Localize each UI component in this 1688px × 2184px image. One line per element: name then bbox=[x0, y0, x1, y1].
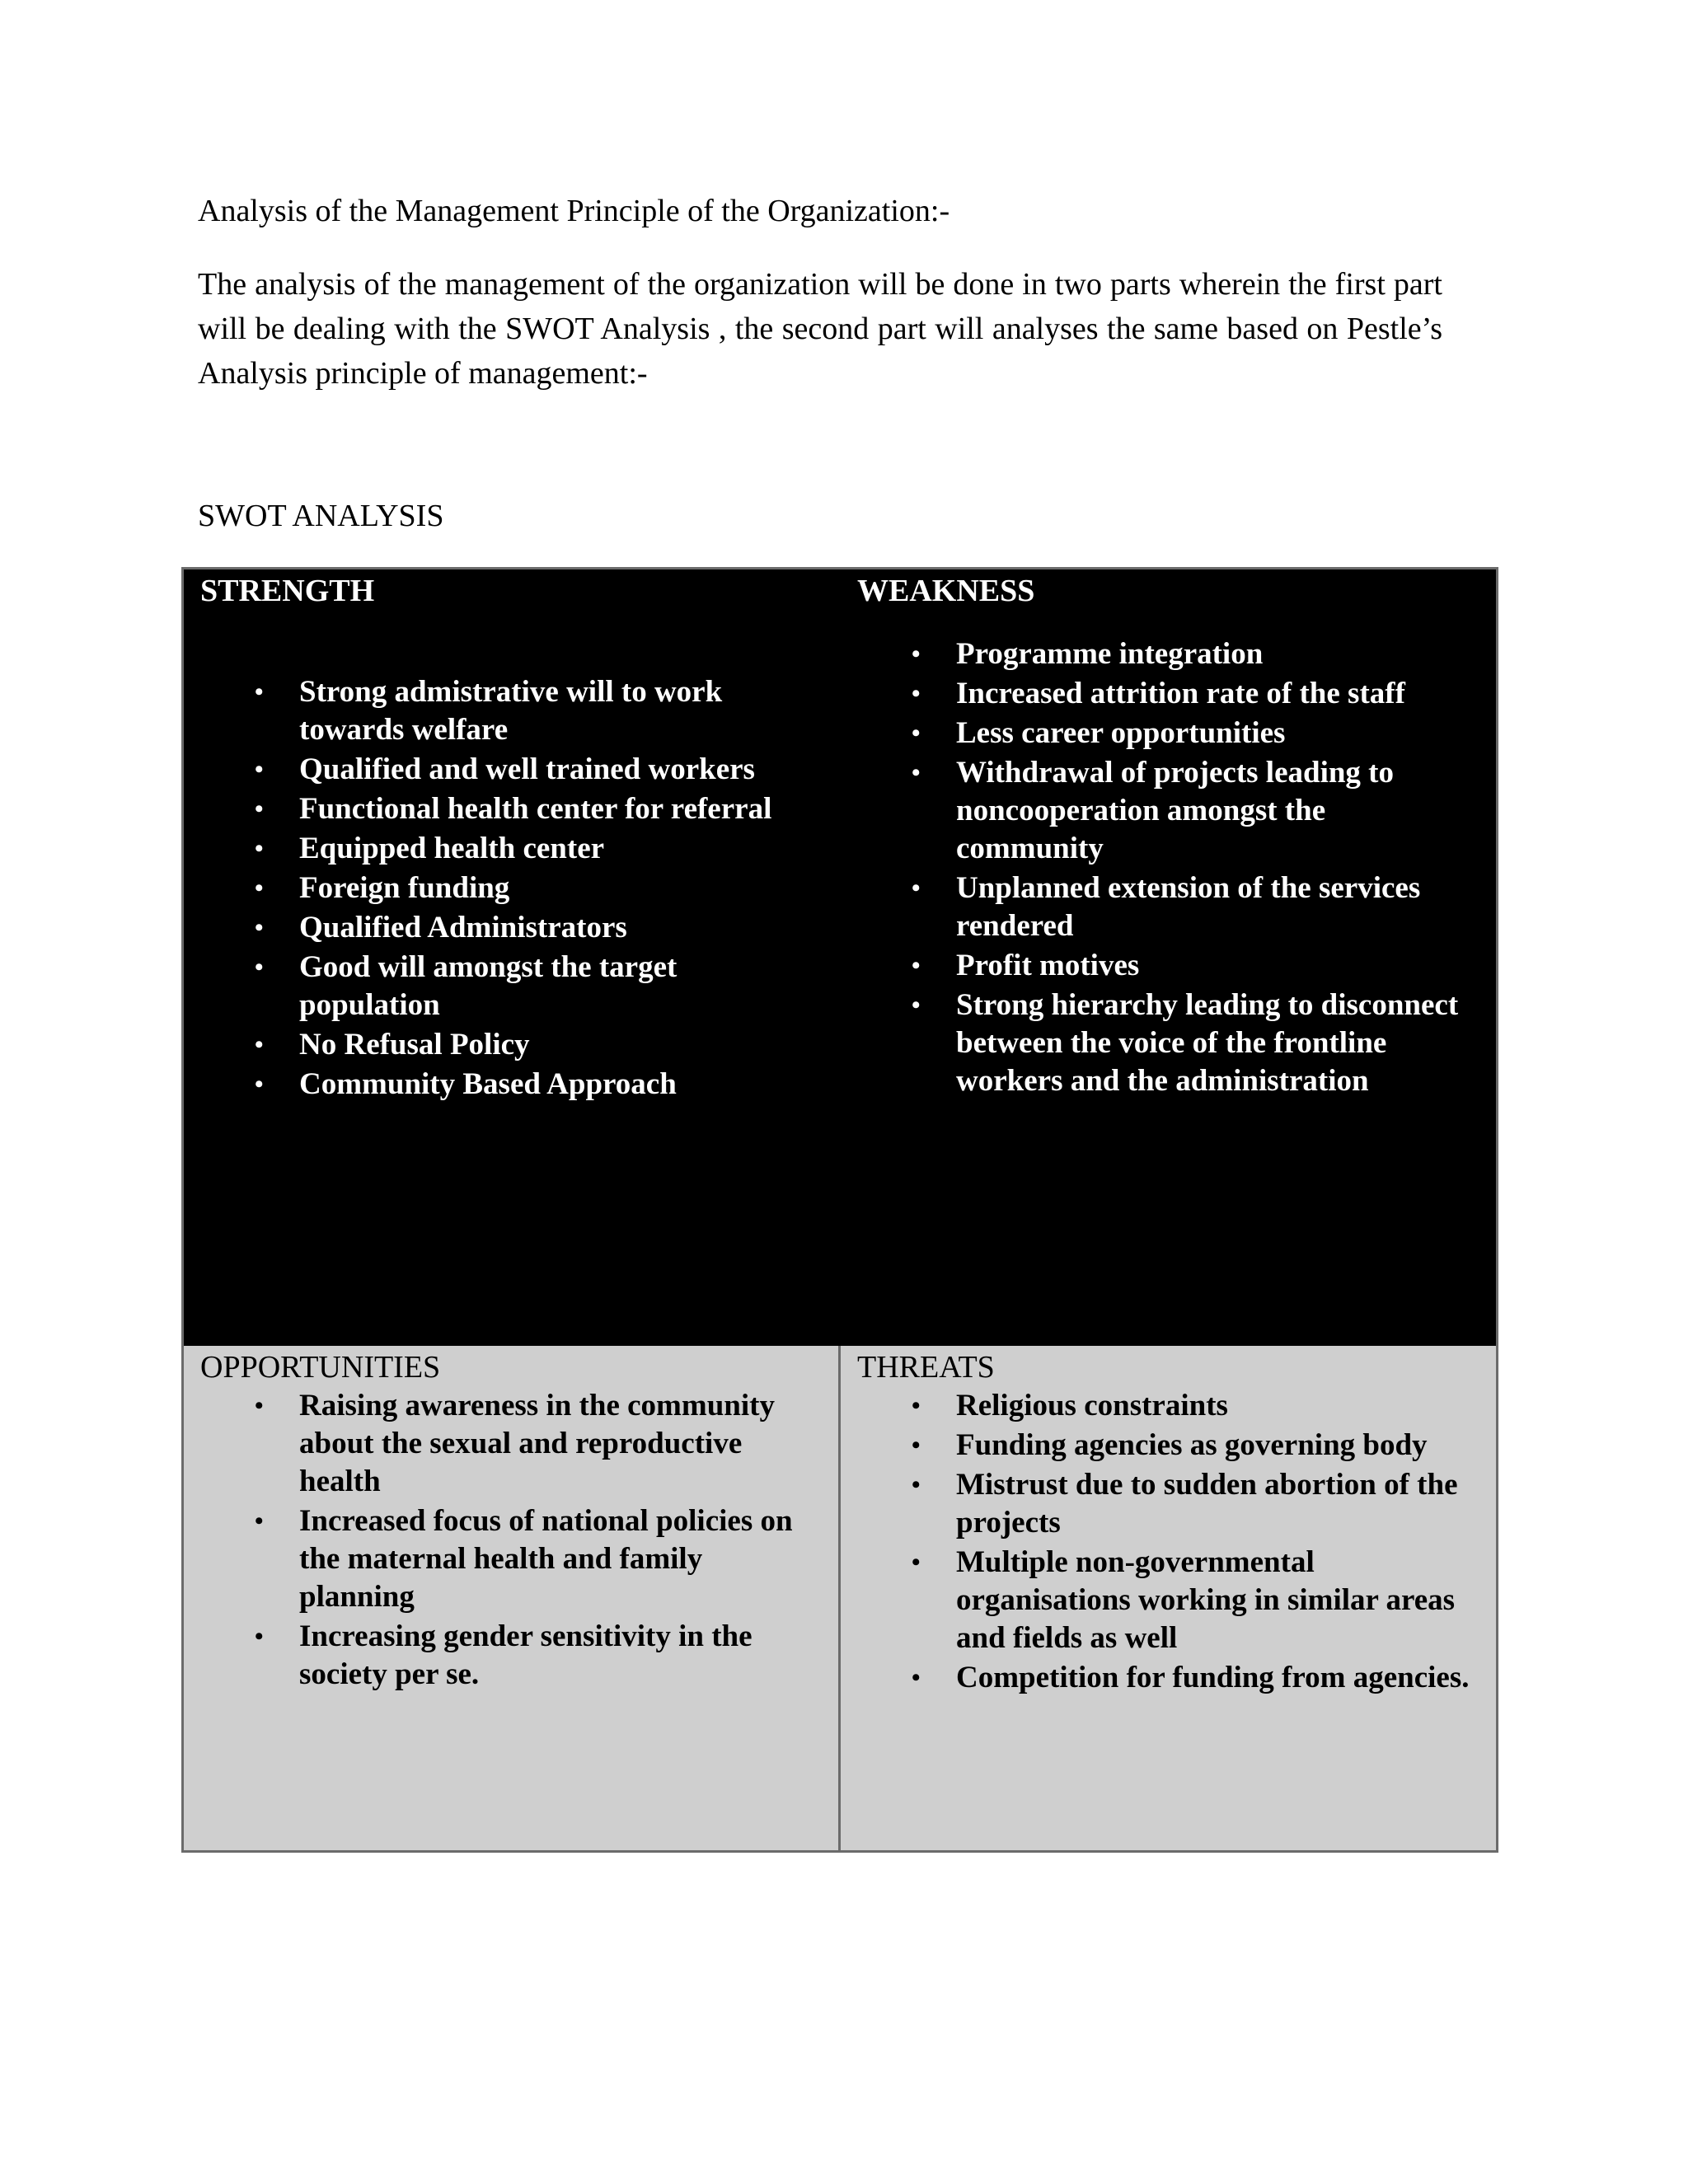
bullet-icon: • bbox=[255, 756, 264, 783]
bullet-icon: • bbox=[912, 680, 921, 707]
bullet-icon: • bbox=[255, 835, 264, 862]
bullet-icon: • bbox=[912, 1471, 921, 1498]
list-item: • Competition for funding from agencies. bbox=[857, 1659, 1496, 1697]
weakness-title: WEAKNESS bbox=[857, 574, 1035, 608]
bullet-icon: • bbox=[255, 954, 264, 981]
list-item: • Profit motives bbox=[857, 947, 1496, 985]
bullet-icon: • bbox=[912, 991, 921, 1019]
bullet-icon: • bbox=[255, 1392, 264, 1419]
threats-list bbox=[857, 1387, 1496, 1697]
bullet-icon: • bbox=[255, 1031, 264, 1058]
list-item: • Equipped health center bbox=[200, 830, 841, 868]
strength-title: STRENGTH bbox=[200, 574, 375, 608]
bullet-icon: • bbox=[255, 914, 264, 941]
bullet-icon: • bbox=[912, 1432, 921, 1459]
opportunities-title: OPPORTUNITIES bbox=[200, 1350, 441, 1385]
threats-cell bbox=[841, 1346, 1496, 1850]
list-item: • No Refusal Policy bbox=[200, 1026, 841, 1064]
bullet-icon: • bbox=[912, 1664, 921, 1691]
bullet-icon: • bbox=[912, 640, 921, 668]
list-item: • Qualified and well trained workers bbox=[200, 751, 841, 789]
list-item: • Functional health center for referral bbox=[200, 790, 841, 828]
section-heading: Analysis of the Management Principle of the Organization:- bbox=[198, 194, 950, 228]
bullet-icon: • bbox=[255, 795, 264, 823]
opportunities-cell bbox=[184, 1346, 841, 1850]
list-item: • Mistrust due to sudden abortion of the projects bbox=[912, 1468, 1458, 1540]
bullet-icon: • bbox=[255, 678, 264, 705]
bullet-icon: • bbox=[912, 874, 921, 902]
swot-title: SWOT ANALYSIS bbox=[198, 499, 444, 533]
list-item: • Community Based Approach bbox=[200, 1066, 841, 1104]
list-item: • Strong hierarchy leading to disconnect between the voice of the frontline workers and the administration bbox=[912, 988, 1459, 1098]
list-item: • Foreign funding bbox=[200, 869, 841, 907]
bullet-icon: • bbox=[255, 874, 264, 902]
bullet-icon: • bbox=[912, 759, 921, 786]
list-item: • Increasing gender sensitivity in the society per se. bbox=[255, 1619, 753, 1691]
list-item: • Funding agencies as governing body bbox=[857, 1427, 1496, 1465]
strength-cell bbox=[184, 569, 841, 1346]
opportunities-list bbox=[200, 1387, 838, 1694]
list-item: • Withdrawal of projects leading to noncooperation amongst the community bbox=[912, 756, 1395, 865]
list-item: • Good will amongst the target population bbox=[255, 950, 678, 1022]
bullet-icon: • bbox=[255, 1507, 264, 1535]
list-item: • Religious constraints bbox=[857, 1387, 1496, 1425]
bullet-icon: • bbox=[255, 1623, 264, 1650]
list-item: • Increased focus of national policies on the maternal health and family planning bbox=[255, 1504, 793, 1614]
list-item: • Strong admistrative will to work towards welfare bbox=[255, 675, 723, 747]
weakness-list bbox=[857, 635, 1496, 1100]
list-item: • Increased attrition rate of the staff bbox=[857, 675, 1496, 713]
list-item: • Multiple non-governmental organisations working in similar areas and fields as well bbox=[912, 1545, 1456, 1655]
list-item: • Qualified Administrators bbox=[200, 909, 841, 947]
bullet-icon: • bbox=[912, 1392, 921, 1419]
bullet-icon: • bbox=[912, 952, 921, 979]
bullet-icon: • bbox=[912, 1549, 921, 1576]
threats-title: THREATS bbox=[857, 1350, 995, 1385]
weakness-cell bbox=[841, 569, 1496, 1346]
intro-paragraph: The analysis of the management of the organization will be done in two parts wherein the first part will be dealing with the SWOT Analysis , the second part will analyses the same based on Pestle’s Analysis principle of management:- bbox=[198, 267, 1442, 391]
list-item: • Less career opportunities bbox=[857, 715, 1496, 752]
list-item: • Raising awareness in the community about the sexual and reproductive health bbox=[255, 1389, 775, 1498]
list-item: • Unplanned extension of the services rendered bbox=[912, 871, 1421, 943]
bullet-icon: • bbox=[912, 719, 921, 747]
bullet-icon: • bbox=[255, 1071, 264, 1098]
swot-table bbox=[181, 567, 1498, 1853]
list-item: • Programme integration bbox=[857, 635, 1496, 673]
strength-list bbox=[200, 673, 841, 1104]
